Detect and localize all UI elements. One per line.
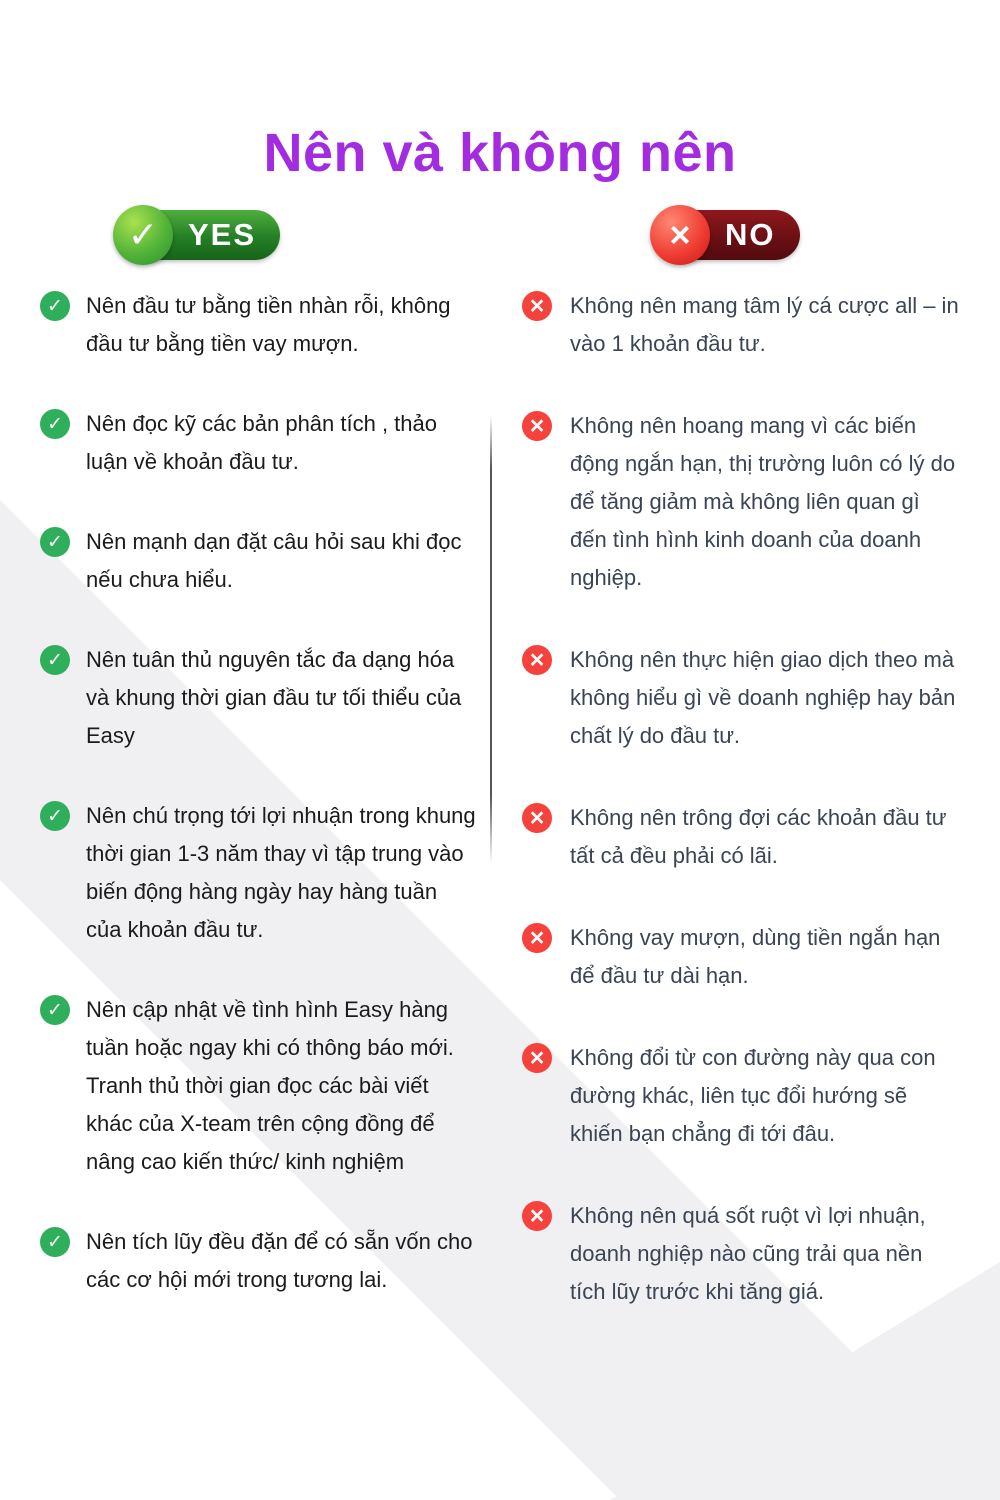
list-item — [40, 991, 478, 1181]
list-item — [522, 641, 960, 755]
yes-badge — [118, 210, 280, 260]
cross-icon: × — [522, 1043, 552, 1073]
check-icon: ✓ — [113, 205, 173, 265]
no-badge — [655, 210, 800, 260]
cross-icon: × — [522, 411, 552, 441]
yes-list — [40, 287, 478, 1299]
yes-badge-label: YES — [188, 217, 257, 252]
cross-icon: × — [650, 205, 710, 265]
check-icon: ✓ — [40, 291, 70, 321]
list-item — [522, 407, 960, 597]
column-divider — [490, 415, 492, 863]
no-badge-label: NO — [725, 217, 776, 252]
check-icon: ✓ — [40, 527, 70, 557]
check-icon: ✓ — [40, 995, 70, 1025]
item-text: Nên tuân thủ nguyên tắc đa dạng hóa và khung thời gian đầu tư tối thiểu của Easy — [86, 647, 462, 748]
item-text: Không đổi từ con đường này qua con đường khác, liên tục đổi hướng sẽ khiến bạn chẳng đi tới đâu. — [570, 1045, 936, 1146]
item-text: Nên đầu tư bằng tiền nhàn rỗi, không đầu tư bằng tiền vay mượn. — [86, 293, 451, 356]
cross-icon: × — [522, 923, 552, 953]
item-text: Nên chú trọng tới lợi nhuận trong khung thời gian 1-3 năm thay vì tập trung vào biến động hàng ngày hay hàng tuần của khoản đầu tư. — [86, 803, 476, 942]
cross-icon: × — [522, 803, 552, 833]
cross-icon: × — [522, 291, 552, 321]
cross-icon: × — [522, 645, 552, 675]
cross-icon: × — [522, 1201, 552, 1231]
item-text: Không nên quá sốt ruột vì lợi nhuận, doanh nghiệp nào cũng trải qua nền tích lũy trước khi tăng giá. — [570, 1203, 926, 1304]
item-text: Không nên trông đợi các khoản đầu tư tất cả đều phải có lãi. — [570, 805, 947, 868]
item-text: Nên mạnh dạn đặt câu hỏi sau khi đọc nếu chưa hiểu. — [86, 529, 462, 592]
item-text: Nên tích lũy đều đặn để có sẵn vốn cho các cơ hội mới trong tương lai. — [86, 1229, 473, 1292]
list-item — [522, 287, 960, 363]
page-title: Nên và không nên — [263, 123, 737, 184]
list-item — [522, 1039, 960, 1153]
check-icon: ✓ — [40, 801, 70, 831]
list-item — [40, 1223, 478, 1299]
list-item — [40, 641, 478, 755]
item-text: Nên đọc kỹ các bản phân tích , thảo luận về khoản đầu tư. — [86, 411, 438, 474]
list-item — [40, 523, 478, 599]
item-text: Không nên hoang mang vì các biến động ngắn hạn, thị trường luôn có lý do để tăng giảm mà không liên quan gì đến tình hình kinh doanh của doanh nghiệp. — [570, 413, 956, 590]
no-list — [522, 287, 960, 1311]
check-icon: ✓ — [40, 409, 70, 439]
list-item — [40, 405, 478, 481]
item-text: Không nên thực hiện giao dịch theo mà không hiểu gì về doanh nghiệp hay bản chất lý do đầu tư. — [570, 647, 956, 748]
list-item — [40, 287, 478, 363]
list-item — [40, 797, 478, 949]
item-text: Không vay mượn, dùng tiền ngắn hạn để đầu tư dài hạn. — [570, 925, 941, 988]
list-item — [522, 1197, 960, 1311]
check-icon: ✓ — [40, 1227, 70, 1257]
check-icon: ✓ — [40, 645, 70, 675]
list-item — [522, 919, 960, 995]
item-text: Không nên mang tâm lý cá cược all – in vào 1 khoản đầu tư. — [570, 293, 959, 356]
list-item — [522, 799, 960, 875]
item-text: Nên cập nhật về tình hình Easy hàng tuần hoặc ngay khi có thông báo mới. Tranh thủ thời gian đọc các bài viết khác của X-team trên cộng đồng để nâng cao kiến thức/ kinh nghiệm — [86, 997, 454, 1174]
